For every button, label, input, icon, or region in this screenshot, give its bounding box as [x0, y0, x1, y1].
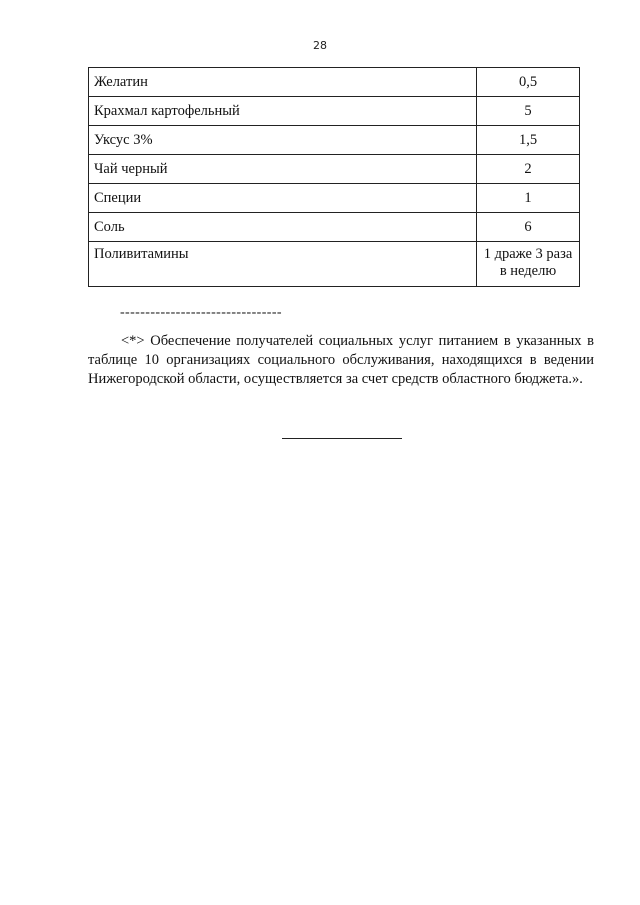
- table-row: [89, 68, 580, 97]
- footnote-text: <*> Обеспечение получателей социальных услуг питанием в указанных в таблице 10 организациях социального обслуживания, находящихся в ведении Нижегородской области, осуществляется за счет средств областного бюджета.».: [88, 333, 594, 387]
- item-name: Чай черный: [89, 155, 477, 184]
- item-amount: 0,5: [477, 68, 580, 97]
- table-row: [89, 184, 580, 213]
- table-row: [89, 213, 580, 242]
- item-name: Крахмал картофельный: [89, 97, 477, 126]
- table-row: [89, 97, 580, 126]
- page-number: 28: [313, 39, 327, 52]
- item-amount: 5: [477, 97, 580, 126]
- item-name: Специи: [89, 184, 477, 213]
- item-name: Уксус 3%: [89, 126, 477, 155]
- table-row: [89, 126, 580, 155]
- item-name: Желатин: [89, 68, 477, 97]
- item-amount: 1 драже 3 раза в неделю: [477, 242, 580, 287]
- item-amount: 2: [477, 155, 580, 184]
- nutrition-table: [88, 67, 580, 287]
- item-amount: 1,5: [477, 126, 580, 155]
- table-row: [89, 242, 580, 287]
- item-amount: 1: [477, 184, 580, 213]
- end-rule: [282, 438, 402, 439]
- item-name: Соль: [89, 213, 477, 242]
- item-name: Поливитамины: [89, 242, 477, 287]
- footnote-separator: --------------------------------: [120, 305, 282, 320]
- item-amount: 6: [477, 213, 580, 242]
- table-row: [89, 155, 580, 184]
